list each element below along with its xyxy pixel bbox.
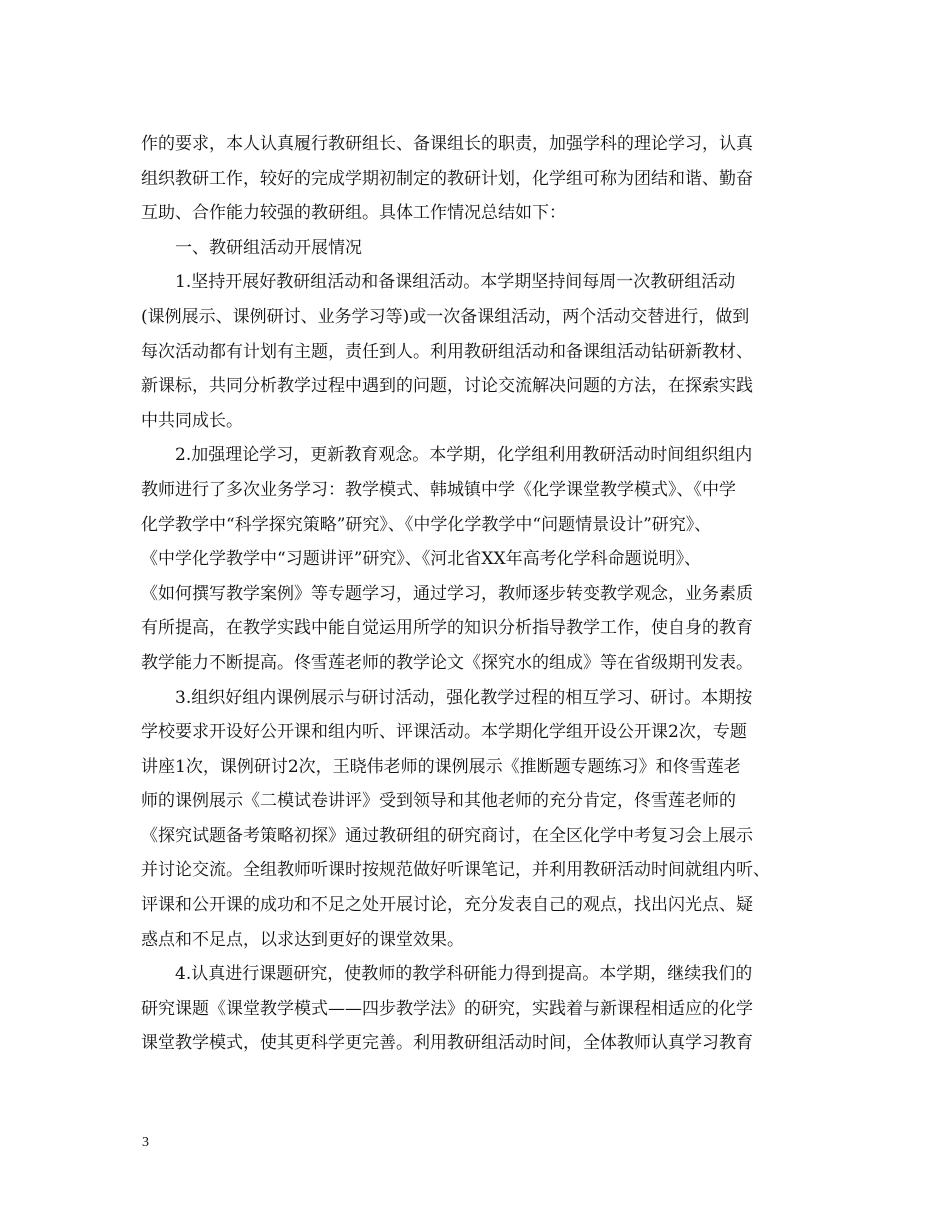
text-line: 互助、合作能力较强的教研组。具体工作情况总结如下：: [141, 203, 566, 224]
text-line: 师的课例展示《二模试卷讲评》受到领导和其他老师的充分肯定，佟雪莲老师的: [141, 791, 736, 812]
paragraph-start: 4.认真进行课题研究，使教师的教学科研能力得到提高。本学期，继续我们的: [175, 964, 753, 985]
text-line: 《探究试题备考策略初探》通过教研组的研究商讨，在全区化学中考复习会上展示: [141, 825, 753, 846]
text-line: 有所提高，在教学实践中能自觉运用所学的知识分析指导教学工作，使自身的教育: [141, 618, 753, 639]
text-line: 《如何撰写教学案例》等专题学习，通过学习，教师逐步转变教学观念，业务素质: [141, 583, 753, 604]
text-line: 教师进行了多次业务学习：教学模式、韩城镇中学《化学课堂教学模式》、《中学: [141, 479, 736, 500]
paragraph-start: 3.组织好组内课例展示与研讨活动，强化教学过程的相互学习、研讨。本期按: [175, 687, 753, 708]
text-line: 课堂教学模式，使其更科学更完善。利用教研组活动时间，全体教师认真学习教育: [141, 1033, 753, 1054]
text-line: 讲座1次，课例研讨2次，王晓伟老师的课例展示《推断题专题练习》和佟雪莲老: [141, 756, 741, 777]
page-number: 3: [142, 1135, 149, 1150]
text-line: 惑点和不足点，以求达到更好的课堂效果。: [141, 929, 464, 950]
paragraph-start: 2.加强理论学习，更新教育观念。本学期，化学组利用教研活动时间组织组内: [175, 445, 753, 466]
text-line: 《中学化学教学中“习题讲评”研究》、《河北省XX年高考化学科命题说明》、: [141, 549, 702, 570]
text-line: 学校要求开设好公开课和组内听、评课活动。本学期化学组开设公开课2次，专题: [141, 722, 747, 743]
text-line: 并讨论交流。全组教师听课时按规范做好听课笔记，并利用教研活动时间就组内听、: [141, 860, 770, 881]
paragraph-start: 1.坚持开展好教研组活动和备课组活动。本学期坚持间每周一次教研组活动: [175, 272, 736, 293]
body-text: [141, 127, 821, 1061]
text-line: 中共同成长。: [141, 410, 243, 431]
text-line: 教学能力不断提高。佟雪莲老师的教学论文《探究水的组成》等在省级期刊发表。: [141, 652, 753, 673]
text-line: 每次活动都有计划有主题，责任到人。利用教研组活动和备课组活动钻研新教材、: [141, 341, 753, 362]
text-line: 新课标，共同分析教学过程中遇到的问题，讨论交流解决问题的方法，在探索实践: [141, 376, 753, 397]
text-line: 组织教研工作，较好的完成学期初制定的教研计划，化学组可称为团结和谐、勤奋: [141, 168, 753, 189]
text-line: 研究课题《课堂教学模式——四步教学法》的研究，实践着与新课程相适应的化学: [141, 998, 753, 1019]
text-line: 评课和公开课的成功和不足之处开展讨论，充分发表自己的观点，找出闪光点、疑: [141, 895, 753, 916]
text-line: (课例展示、课例研讨、业务学习等)或一次备课组活动，两个活动交替进行，做到: [141, 306, 750, 327]
section-heading: 一、教研组活动开展情况: [175, 237, 362, 258]
text-line: 作的要求，本人认真履行教研组长、备课组长的职责，加强学科的理论学习，认真: [141, 134, 753, 154]
text-line: 化学教学中“科学探究策略”研究》、《中学化学教学中“问题情景设计”研究》、: [141, 514, 712, 535]
